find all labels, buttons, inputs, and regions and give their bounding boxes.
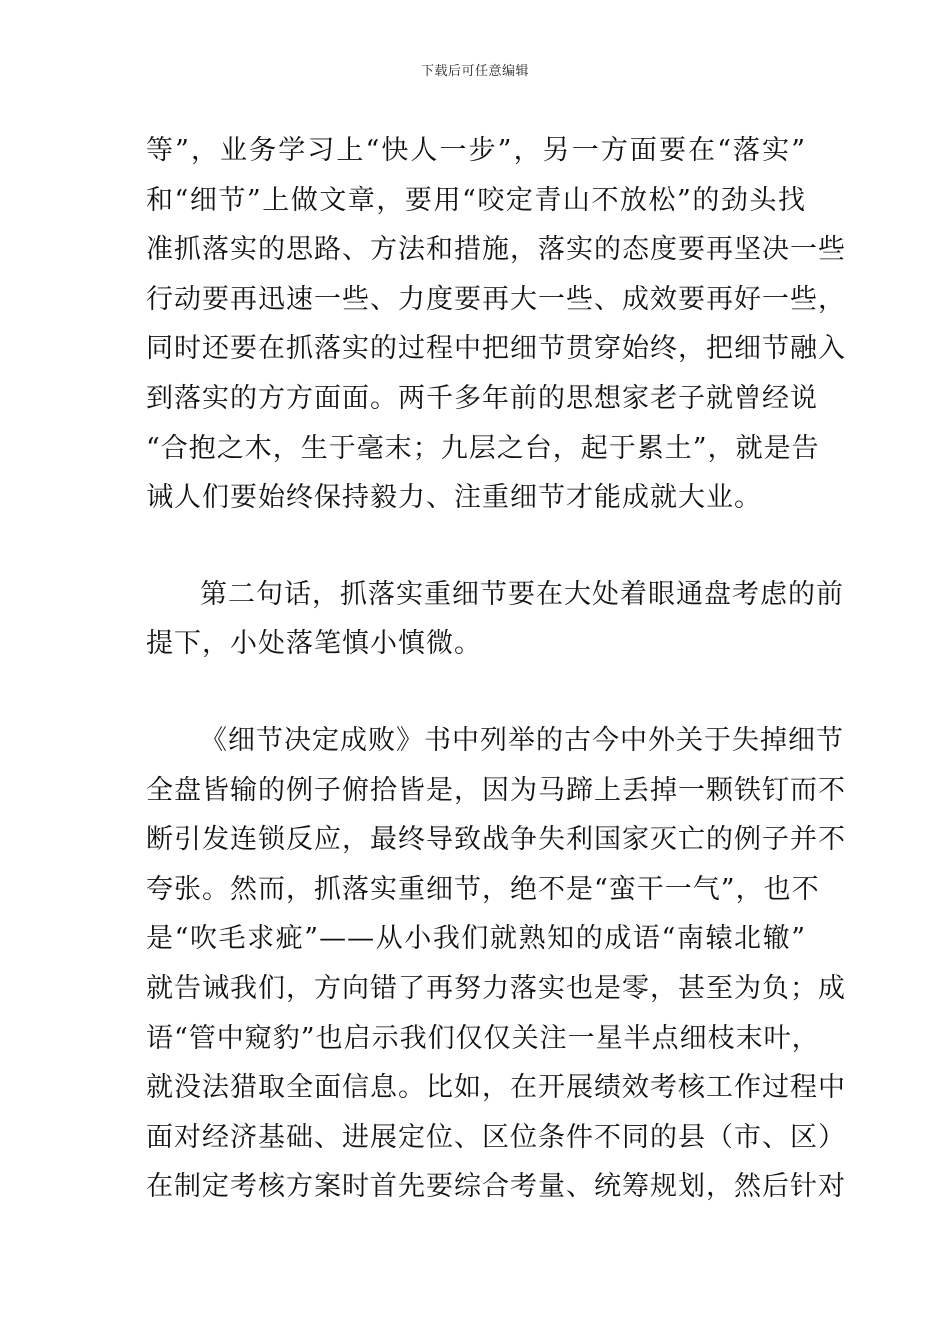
text-line: 提下，小处落笔慎小慎微。 [146, 628, 482, 660]
text-line: 到落实的方方面面。两千多年前的思想家老子就曾经说 [146, 382, 818, 414]
text-line: 断引发连锁反应，最终导致战争失利国家灭亡的例子并不 [146, 824, 846, 856]
document-body [146, 126, 846, 1212]
text-line: 就没法猎取全面信息。比如，在开展绩效考核工作过程中 [146, 1072, 846, 1104]
paragraph-2 [146, 570, 844, 669]
text-line: “合抱之木，生于毫末；九层之台，起于累土”，就是告 [146, 432, 820, 464]
text-line: 准抓落实的思路、方法和措施，落实的态度要再坚决一些 [146, 234, 846, 266]
text-line: 同时还要在抓落实的过程中把细节贯穿始终，把细节融入 [146, 333, 846, 365]
text-line: 等”，业务学习上“快人一步”，另一方面要在“落实” [146, 135, 806, 166]
paragraph-1 [146, 126, 846, 523]
paragraph-spacer [146, 669, 806, 716]
text-line: 行动要再迅速一些、力度要再大一些、成效要再好一些， [146, 283, 846, 315]
page-header: 下载后可任意编辑 [420, 64, 529, 79]
text-line: 语“管中窥豹”也启示我们仅仅关注一星半点细枝末叶， [146, 1022, 820, 1054]
text-line: 全盘皆输的例子俯拾皆是，因为马蹄上丢掉一颗铁钉而不 [146, 774, 846, 806]
text-line: 诫人们要始终保持毅力、注重细节才能成就大业。 [146, 482, 762, 514]
text-line: 是“吹毛求疵”——从小我们就熟知的成语“南辕北辙” [146, 923, 806, 955]
paragraph-3 [146, 716, 846, 1212]
text-line: 和“细节”上做文章，要用“咬定青山不放松”的劲头找 [146, 184, 806, 216]
text-line: 就告诫我们，方向错了再努力落实也是零，甚至为负；成 [146, 972, 846, 1004]
text-line: 夸张。然而，抓落实重细节，绝不是“蛮干一气”，也不 [146, 873, 820, 905]
text-line: 《细节决定成败》书中列举的古今中外关于失掉细节 [200, 724, 844, 756]
text-line: 面对经济基础、进展定位、区位条件不同的县（市、区） [146, 1121, 846, 1153]
paragraph-spacer [146, 523, 806, 570]
text-line: 第二句话，抓落实重细节要在大处着眼通盘考虑的前 [200, 578, 844, 610]
text-line: 在制定考核方案时首先要综合考量、统筹规划，然后针对 [146, 1171, 846, 1203]
